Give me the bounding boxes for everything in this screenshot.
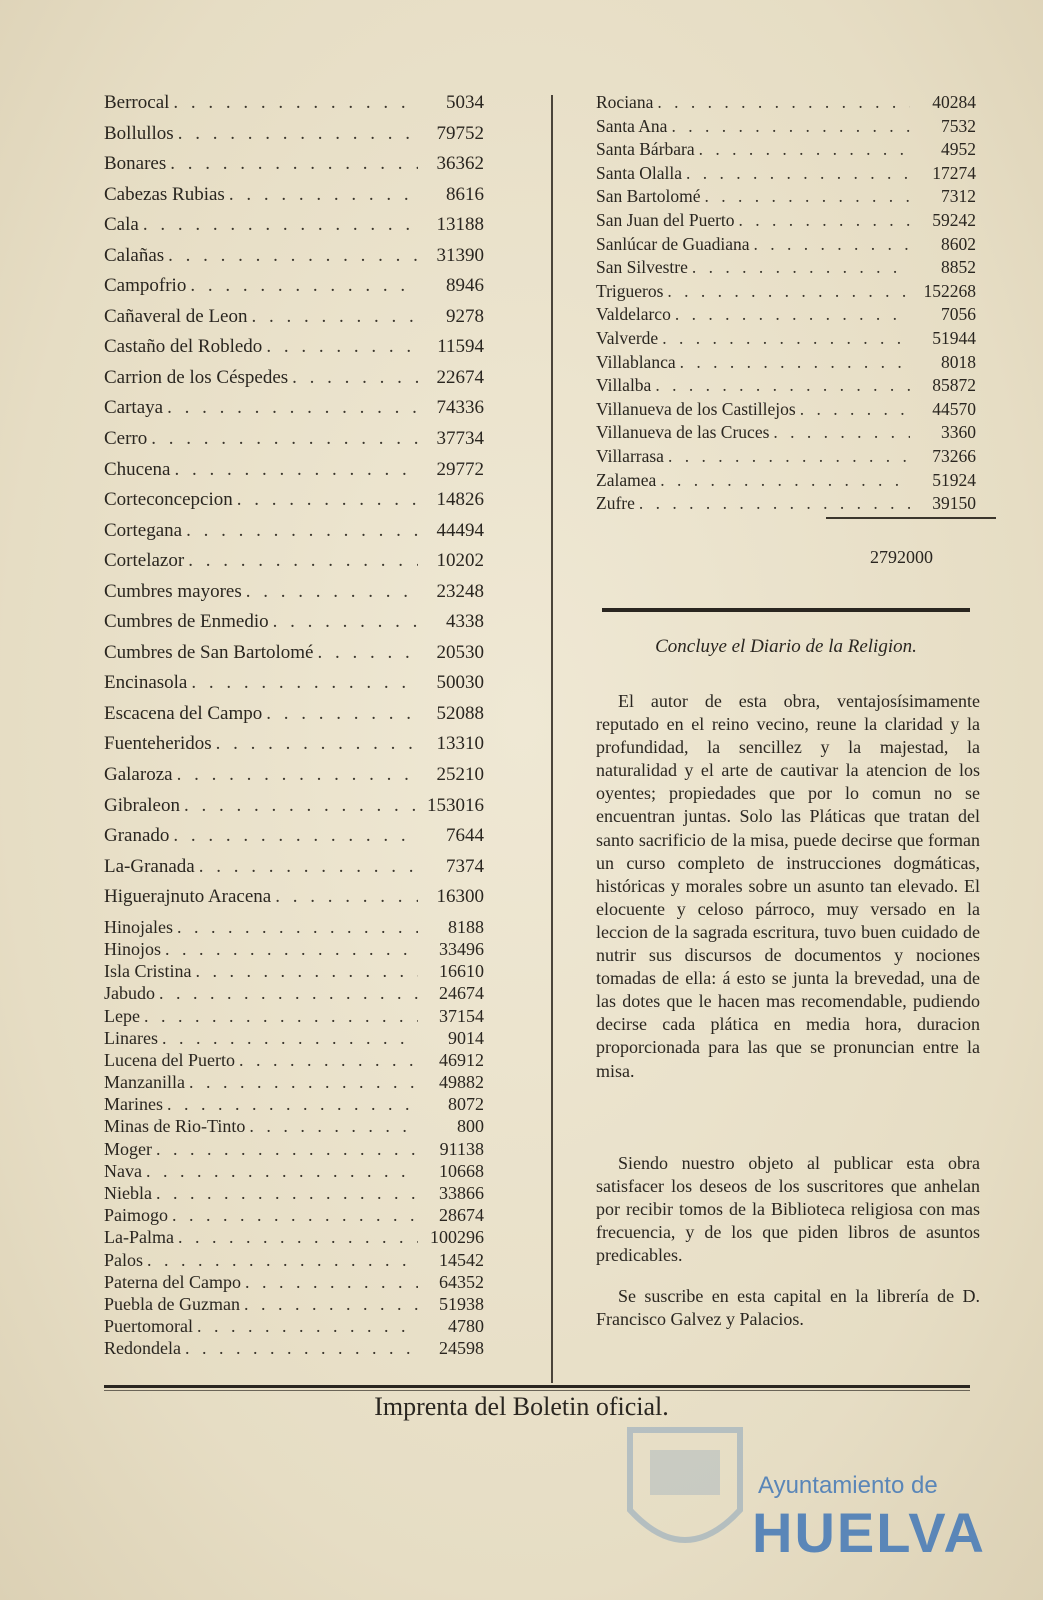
leader-dots [163,1094,418,1115]
municipality-name: Villablanca [596,351,676,372]
municipality-name: San Juan del Puerto [596,209,735,230]
table-row [104,983,484,1005]
municipality-name: Carrion de los Céspedes [104,366,289,388]
contribution-value: 8602 [941,233,976,254]
leader-dots [750,234,910,255]
leader-dots [235,1050,418,1071]
table-row [596,493,976,517]
imprint-footer: Imprenta del Boletin oficial. [374,1392,669,1421]
municipality-name: Santa Olalla [596,162,683,183]
leader-dots [225,184,418,206]
contribution-value: 31390 [436,244,484,266]
contribution-value: 46912 [439,1049,484,1070]
municipality-name: Berrocal [104,92,170,113]
contribution-value: 100296 [430,1227,484,1248]
contribution-value: 152268 [923,280,976,301]
municipality-name: Chucena [104,458,171,480]
table-row [104,672,484,703]
contribution-value: 33496 [439,938,484,959]
municipality-name: Gibraleon [104,794,180,816]
table-row [104,733,484,764]
municipality-name: Bonares [104,153,167,175]
leader-dots [182,520,418,542]
table-row [104,611,484,642]
table-row [104,1072,484,1094]
table-row [104,886,484,917]
municipality-name: Cortelazor [104,550,185,572]
contribution-value: 4338 [446,611,484,633]
contribution-value: 29772 [436,458,484,480]
table-row [104,428,484,459]
contribution-value: 16300 [436,886,484,908]
municipality-name: Cortegana [104,519,183,541]
municipality-name: Redondela [104,1338,181,1359]
contribution-value: 8616 [446,183,484,205]
leader-dots [635,493,910,514]
leader-dots [658,328,910,349]
contribution-value: 7532 [941,115,976,136]
leader-dots [192,961,419,982]
municipality-name: Cala [104,214,139,236]
leader-dots [667,116,910,137]
leader-dots [676,352,910,373]
bottom-rule [104,1385,970,1388]
contribution-value: 4952 [941,139,976,160]
table-row [596,281,976,305]
contribution-value: 16610 [439,961,484,982]
leader-dots [701,186,911,207]
contribution-value: 37734 [436,428,484,450]
table-row [104,275,484,306]
municipality-name: Escacena del Campo [104,702,263,724]
municipality-name: Moger [104,1138,152,1159]
municipality-name: Granado [104,825,170,847]
contribution-value: 8946 [446,275,484,297]
contribution-value: 91138 [439,1138,484,1159]
municipality-name: Cartaya [104,397,164,419]
contribution-value: 8188 [448,916,484,937]
table-row [104,764,484,795]
municipality-name: Hinojos [104,938,162,959]
contribution-value: 7312 [941,186,976,207]
contribution-value: 49882 [439,1072,484,1093]
municipality-name: Marines [104,1094,163,1115]
table-row [104,1227,484,1249]
table-row [104,1006,484,1028]
leader-dots [682,163,910,184]
municipality-name: Valverde [596,327,659,348]
municipality-name: Higuerajnuto Aracena [104,886,272,908]
leader-dots [671,304,910,325]
municipality-name: La-Palma [104,1227,174,1248]
table-row [104,642,484,673]
municipality-name: Cañaveral de Leon [104,305,248,327]
leader-dots [152,1139,418,1160]
table-row [104,703,484,734]
contribution-value: 44494 [436,519,484,541]
municipality-name: Zalamea [596,469,657,490]
table-row [596,210,976,234]
table-row [104,123,484,154]
leader-dots [262,703,418,725]
municipality-name: Galaroza [104,764,173,786]
leader-dots [140,1006,418,1027]
table-row [596,446,976,470]
leader-dots [174,1227,418,1248]
table-row [596,257,976,281]
contribution-value: 64352 [439,1271,484,1292]
municipality-name: Palos [104,1249,144,1270]
table-row [104,550,484,581]
table-row [104,1338,484,1360]
contribution-value: 51924 [932,469,976,490]
contribution-value: 13310 [436,733,484,755]
table-row [596,304,976,328]
table-row [596,328,976,352]
leader-dots [143,1250,418,1271]
contribution-value: 25210 [436,764,484,786]
table-row [104,336,484,367]
contribution-value: 24598 [439,1338,484,1359]
contribution-value: 36362 [436,153,484,175]
table-row [104,1139,484,1161]
leader-dots [663,281,910,302]
contribution-value: 39150 [932,493,976,514]
leader-dots [314,642,419,664]
leader-dots [158,1028,418,1049]
total-rule [826,517,996,519]
contribution-value: 11594 [437,336,484,358]
municipality-name: Encinasola [104,672,188,694]
leader-dots [242,581,418,603]
municipality-name: Cumbres mayores [104,580,242,602]
municipality-name: Villanueva de los Castillejos [596,398,796,419]
table-row [596,116,976,140]
municipality-name: Fuenteheridos [104,733,212,755]
leader-dots [181,1338,418,1359]
table-row [104,367,484,398]
leader-dots [147,428,418,450]
contribution-value: 13188 [436,214,484,236]
table-row [596,92,976,116]
municipality-name: Linares [104,1027,158,1048]
leader-dots [233,489,418,511]
leader-dots [245,1116,418,1137]
table-row [596,375,976,399]
watermark-text-line1: Ayuntamiento de [758,1472,938,1499]
leader-dots [169,92,418,114]
watermark-text-line2: HUELVA [752,1501,986,1564]
table-row [104,153,484,184]
municipality-name: Jabudo [104,983,155,1004]
leader-dots [163,397,418,419]
table-row [596,422,976,446]
contribution-value: 10202 [436,550,484,572]
contribution-value: 74336 [436,397,484,419]
municipality-name: Lucena del Puerto [104,1049,235,1070]
municipality-name: Paterna del Campo [104,1271,241,1292]
municipality-name: Corteconcepcion [104,489,233,511]
table-row [104,1272,484,1294]
municipality-name: Minas de Rio-Tinto [104,1116,246,1137]
contribution-value: 5034 [446,92,484,113]
municipality-name: Hinojales [104,916,173,937]
contribution-value: 40284 [932,92,976,112]
leader-dots [735,210,910,231]
leader-dots [269,611,418,633]
leader-dots [288,367,418,389]
leader-dots [174,123,418,145]
table-row [104,1183,484,1205]
contribution-value: 20530 [436,641,484,663]
table-row [104,1050,484,1072]
contribution-value: 8018 [941,351,976,372]
contribution-value: 52088 [436,702,484,724]
table-row [104,1294,484,1316]
municipality-name: Valdelarco [596,304,671,325]
leader-dots [142,1161,418,1182]
municipality-name: Santa Ana [596,115,668,136]
municipality-name: Cabezas Rubias [104,183,225,205]
municipality-name: Sanlúcar de Guadiana [596,233,750,254]
table-row [104,917,484,939]
contribution-value: 8072 [448,1094,484,1115]
contribution-value: 28674 [439,1205,484,1226]
contribution-value: 7374 [446,855,484,877]
table-row [104,1028,484,1050]
table-row [104,1316,484,1338]
paragraph-1: El autor de esta obra, ventajosísimamente reputado en el reino vecino, reune la claridad y la profundidad, la sencillez y la majestad, la naturalidad y el arte de cautivar la atencion de los oyentes; propiedades que por lo comun no se encuentran juntas. Solo las Pláticas que tratan del santo sacrificio de la misa, puede decirse que forman un curso completo de instrucciones dogmáticas, históricas y morales sobre un asunto tan elevado. El elocuente y celoso párroco, muy versado en la leccion de la sagrada escritura, tuvo buen cuidado de nutrir sus discursos de documentos y nociones tomadas de ella: á esto se junta la brevedad, una de las dotes que le hacen mas recomendable, pudiendo decirse cada plática en media hora, duracion proporcionada para las que se pronuncian entre la misa. [596,691,980,1081]
leader-dots [769,422,910,443]
table-row [596,139,976,163]
leader-dots [170,459,418,481]
leader-dots [186,275,418,297]
contribution-value: 4780 [448,1316,484,1337]
leader-dots [796,399,910,420]
leader-dots [193,1316,418,1337]
municipality-name: Trigueros [596,280,664,301]
leader-dots [195,856,418,878]
leader-dots [169,825,418,847]
table-row [596,186,976,210]
municipality-name: Cumbres de San Bartolomé [104,641,314,663]
table-row [104,245,484,276]
contribution-value: 800 [457,1116,484,1137]
municipality-name: Paimogo [104,1205,169,1226]
municipality-name: San Bartolomé [596,186,701,207]
contribution-value: 23248 [436,580,484,602]
leader-dots [161,939,418,960]
leader-dots [164,245,418,267]
municipality-name: Villarrasa [596,445,664,466]
table-row [596,234,976,258]
contribution-value: 14542 [439,1249,484,1270]
table-row [596,352,976,376]
contribution-value: 153016 [427,794,484,816]
table-row [104,459,484,490]
leader-dots [688,257,910,278]
leader-dots [180,795,418,817]
leader-dots [271,886,418,908]
municipality-name: Cerro [104,428,148,450]
contribution-value: 50030 [436,672,484,694]
table-row [104,1250,484,1272]
municipality-name: Zufre [596,493,635,514]
contribution-value: 59242 [932,209,976,230]
contribution-value: 33866 [439,1183,484,1204]
leader-dots [653,92,910,113]
contribution-value: 7644 [446,825,484,847]
table-row [104,961,484,983]
table-row [596,470,976,494]
municipality-name: Isla Cristina [104,961,192,982]
municipality-name: Calañas [104,244,165,266]
table-row [104,1161,484,1183]
table-row [104,795,484,826]
total-value: 2792000 [870,547,933,567]
municipality-name: Campofrio [104,275,187,297]
left-column-table [104,92,484,1361]
municipality-name: Niebla [104,1183,152,1204]
municipality-name: Bollullos [104,122,174,144]
table-row [596,163,976,187]
contribution-value: 9014 [448,1027,484,1048]
leader-dots [173,917,418,938]
leader-dots [185,1072,418,1093]
municipality-name: Villanueva de las Cruces [596,422,770,443]
contribution-value: 10668 [439,1160,484,1181]
table-row [104,306,484,337]
table-row [596,399,976,423]
section-divider [602,608,970,612]
municipality-name: Manzanilla [104,1072,185,1093]
leader-dots [168,1205,418,1226]
table-row [104,92,484,123]
paragraph-2: Siendo nuestro objeto al publicar esta obra satisfacer los deseos de los suscritores que anhelan por recibir tomos de la Biblioteca religiosa con mas frecuencia, y de los que piden libros de asuntos predicables. [596,1153,980,1266]
right-column-table [596,92,976,517]
contribution-value: 14826 [436,489,484,511]
contribution-value: 7056 [941,304,976,325]
municipality-name: Rociana [596,92,654,112]
leader-dots [664,446,910,467]
municipality-name: Lepe [104,1005,140,1026]
column-divider [551,95,553,1383]
leader-dots [262,336,418,358]
municipality-name: San Silvestre [596,257,688,278]
contribution-value: 17274 [932,162,976,183]
table-row [104,520,484,551]
municipality-name: La-Granada [104,855,195,877]
municipality-name: Santa Bárbara [596,139,695,160]
contribution-value: 44570 [932,398,976,419]
municipality-name: Puebla de Guzman [104,1293,240,1314]
contribution-value: 79752 [436,122,484,144]
contribution-value: 73266 [932,445,976,466]
table-row [104,214,484,245]
table-row [104,581,484,612]
leader-dots [139,214,418,236]
leader-dots [152,1183,418,1204]
bottom-rule-thin [104,1390,970,1391]
table-row [104,1094,484,1116]
leader-dots [241,1272,418,1293]
leader-dots [247,306,418,328]
table-row [104,939,484,961]
table-row [104,1205,484,1227]
contribution-value: 8852 [941,257,976,278]
leader-dots [656,470,910,491]
table-row [104,1116,484,1138]
section-heading: Concluye el Diario de la Religion. [655,636,917,657]
table-row [104,397,484,428]
contribution-value: 22674 [436,366,484,388]
leader-dots [173,764,418,786]
municipality-name: Puertomoral [104,1316,193,1337]
leader-dots [166,153,418,175]
leader-dots [212,733,418,755]
leader-dots [184,550,418,572]
table-row [104,184,484,215]
table-row [104,825,484,856]
leader-dots [187,672,418,694]
leader-dots [155,983,418,1004]
leader-dots [695,139,910,160]
paragraph-3: Se suscribe en esta capital en la librería de D. Francisco Galvez y Palacios. [596,1286,980,1330]
contribution-value: 3360 [941,422,976,443]
contribution-value: 37154 [439,1005,484,1026]
contribution-value: 51944 [932,327,976,348]
table-row [104,856,484,887]
contribution-value: 24674 [439,983,484,1004]
contribution-value: 51938 [439,1293,484,1314]
leader-dots [240,1294,418,1315]
contribution-value: 85872 [932,375,976,396]
municipality-name: Nava [104,1160,142,1181]
contribution-value: 9278 [446,305,484,327]
leader-dots [651,375,910,396]
municipality-name: Castaño del Robledo [104,336,263,358]
municipality-name: Cumbres de Enmedio [104,611,269,633]
municipality-name: Villalba [596,375,652,396]
table-row [104,489,484,520]
